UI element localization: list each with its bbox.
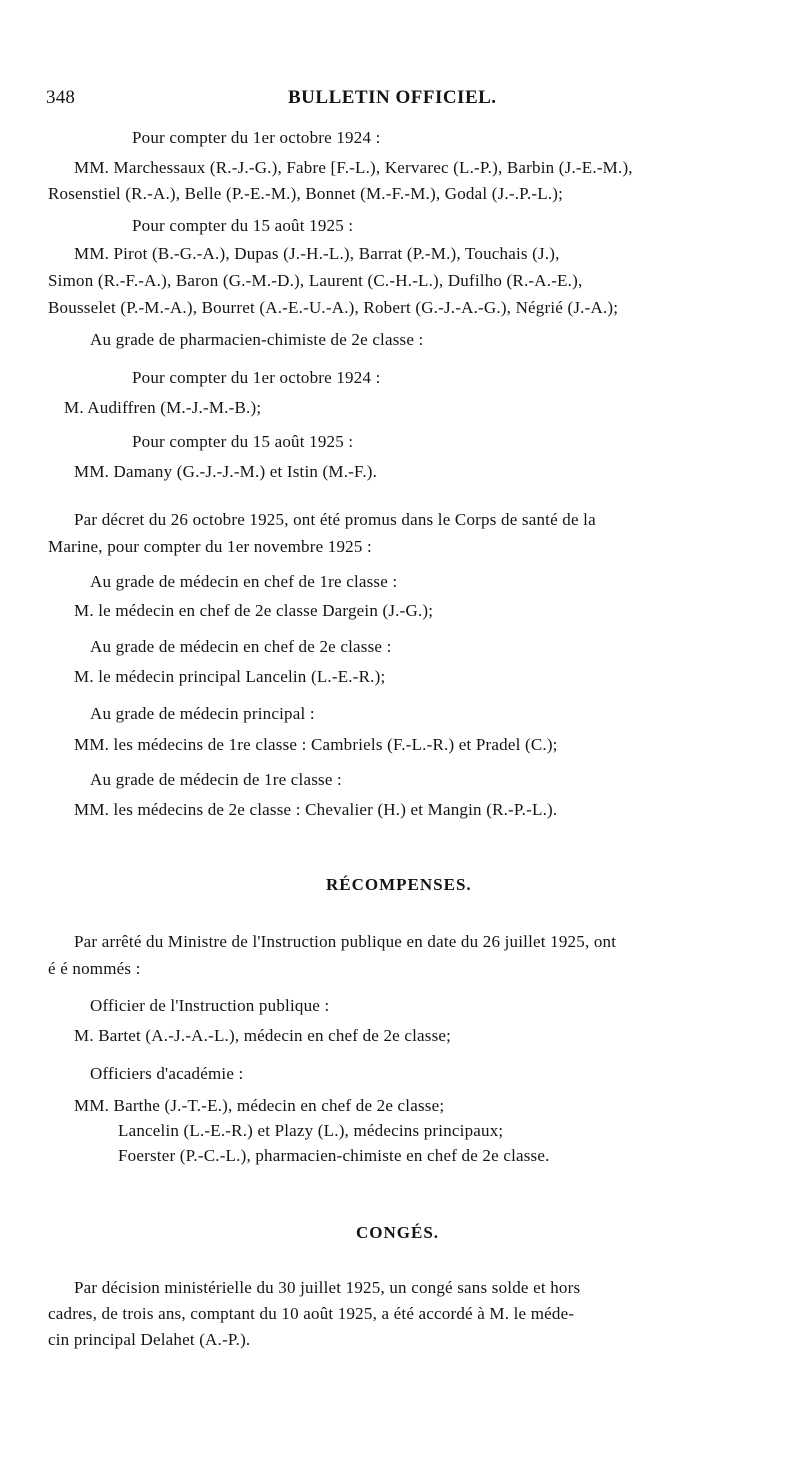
paragraph-line: Par décision ministérielle du 30 juillet 1925, un congé sans solde et hors: [74, 1278, 581, 1297]
text-line: Simon (R.-F.-A.), Baron (G.-M.-D.), Laurent (C.-H.-L.), Dufilho (R.-A.-E.),: [48, 271, 583, 290]
subheading: Au grade de médecin principal :: [90, 704, 315, 723]
text-line: M. le médecin en chef de 2e classe Dargein (J.-G.);: [74, 601, 434, 620]
text-line: MM. Pirot (B.-G.-A.), Dupas (J.-H.-L.), Barrat (P.-M.), Touchais (J.),: [74, 244, 560, 263]
text-line: MM. Damany (G.-J.-J.-M.) et Istin (M.-F.).: [74, 462, 378, 481]
text-line: M. le médecin principal Lancelin (L.-E.-R.);: [74, 667, 386, 686]
page-title: BULLETIN OFFICIEL.: [288, 87, 497, 108]
text-line: MM. les médecins de 1re classe : Cambriels (F.-L.-R.) et Pradel (C.);: [74, 735, 558, 754]
paragraph-line: cin principal Delahet (A.-P.).: [48, 1330, 251, 1349]
paragraph-line: é é nommés :: [48, 959, 141, 978]
text-line: Pour compter du 1er octobre 1924 :: [132, 128, 381, 147]
section-heading-conges: CONGÉS.: [356, 1223, 440, 1242]
section-heading-recompenses: RÉCOMPENSES.: [326, 875, 472, 894]
text-line: M. Audiffren (M.-J.-M.-B.);: [64, 398, 262, 417]
subheading: Au grade de médecin en chef de 2e classe :: [90, 637, 392, 656]
paragraph-line: cadres, de trois ans, comptant du 10 août 1925, a été accordé à M. le méde-: [48, 1304, 575, 1323]
paragraph-line: Par arrêté du Ministre de l'Instruction publique en date du 26 juillet 1925, ont: [74, 932, 617, 951]
text-line: MM. les médecins de 2e classe : Chevalier (H.) et Mangin (R.-P.-L.).: [74, 800, 558, 819]
text-line: MM. Barthe (J.-T.-E.), médecin en chef de 2e classe;: [74, 1096, 445, 1115]
subheading: Officiers d'académie :: [90, 1064, 244, 1083]
subheading: Au grade de pharmacien-chimiste de 2e classe :: [90, 330, 424, 349]
text-line: M. Bartet (A.-J.-A.-L.), médecin en chef de 2e classe;: [74, 1026, 452, 1045]
text-line: Pour compter du 1er octobre 1924 :: [132, 368, 381, 387]
text-line: Bousselet (P.-M.-A.), Bourret (A.-E.-U.-A.), Robert (G.-J.-A.-G.), Négrié (J.-A.);: [48, 298, 619, 317]
subheading: Officier de l'Instruction publique :: [90, 996, 330, 1015]
text-line: Lancelin (L.-E.-R.) et Plazy (L.), médecins principaux;: [118, 1121, 504, 1140]
text-line: Rosenstiel (R.-A.), Belle (P.-E.-M.), Bonnet (M.-F.-M.), Godal (J.-.P.-L.);: [48, 184, 564, 203]
page-number: 348: [46, 87, 76, 108]
subheading: Au grade de médecin en chef de 1re classe :: [90, 572, 398, 591]
text-line: Foerster (P.-C.-L.), pharmacien-chimiste en chef de 2e classe.: [118, 1146, 550, 1165]
paragraph-line: Marine, pour compter du 1er novembre 1925 :: [48, 537, 372, 556]
paragraph-line: Par décret du 26 octobre 1925, ont été promus dans le Corps de santé de la: [74, 510, 596, 529]
text-line: Pour compter du 15 août 1925 :: [132, 432, 354, 451]
subheading: Au grade de médecin de 1re classe :: [90, 770, 342, 789]
text-line: Pour compter du 15 août 1925 :: [132, 216, 354, 235]
text-line: MM. Marchessaux (R.-J.-G.), Fabre [F.-L.), Kervarec (L.-P.), Barbin (J.-E.-M.),: [74, 158, 633, 177]
